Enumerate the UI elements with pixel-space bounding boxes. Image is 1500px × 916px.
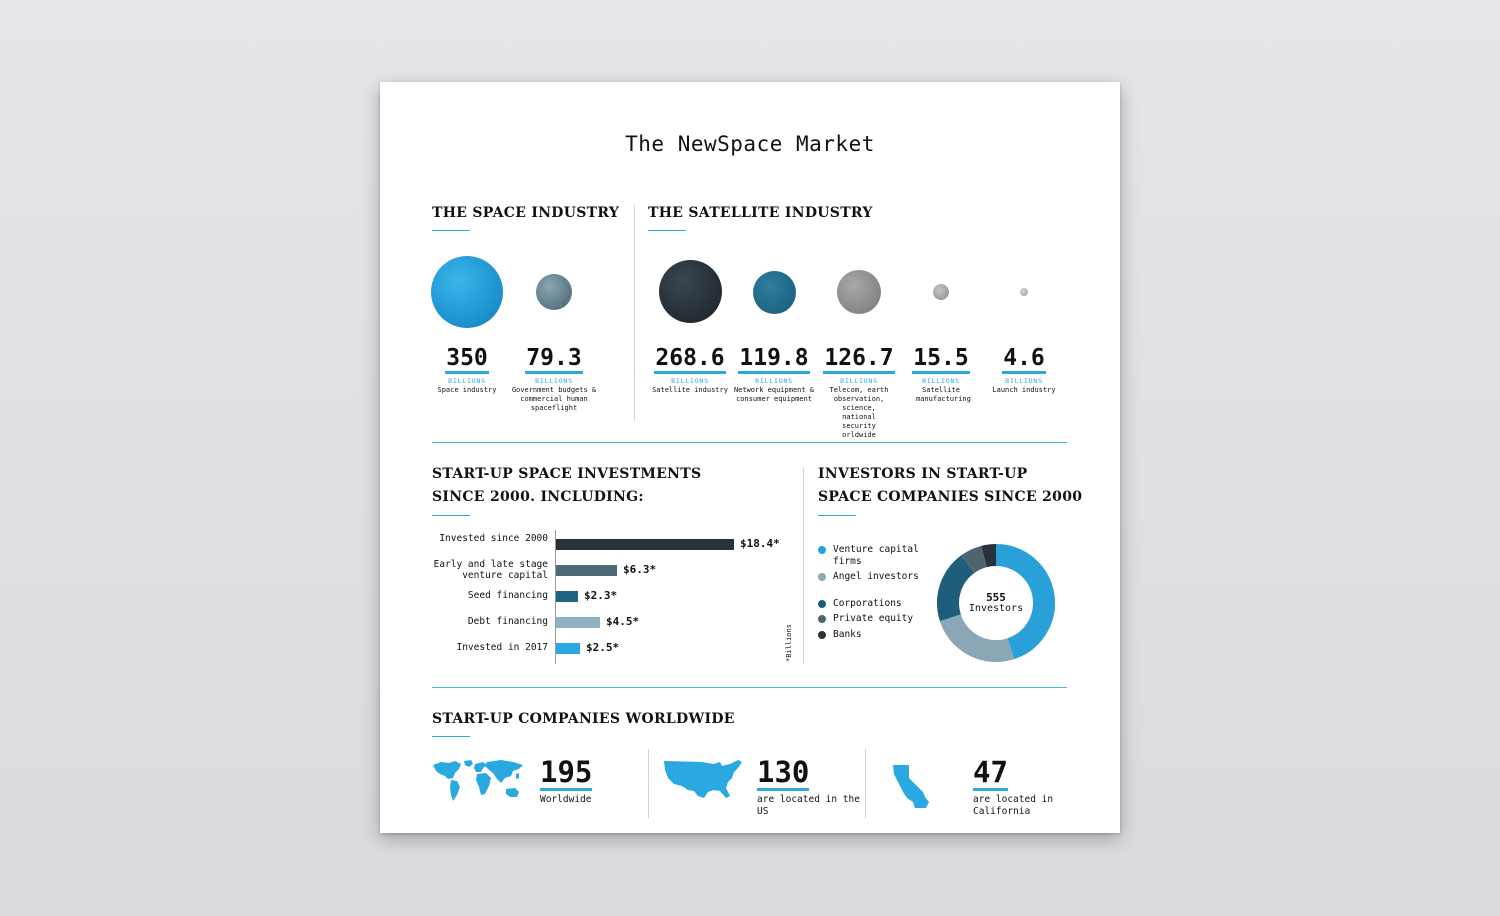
investments-heading bbox=[432, 463, 701, 509]
heading-underline bbox=[648, 230, 686, 231]
bar-label: Invested since 2000 bbox=[439, 533, 548, 544]
us-count-label: are located in the US bbox=[757, 794, 860, 817]
stat-value: 126.7 bbox=[823, 345, 894, 374]
stat-unit: BILLIONS bbox=[755, 377, 793, 385]
heading-underline bbox=[432, 230, 470, 231]
bar bbox=[556, 539, 734, 550]
donut-slice bbox=[950, 618, 1010, 651]
stat-label: Satellite manufacturing bbox=[916, 386, 971, 403]
column-divider bbox=[634, 205, 635, 420]
section-divider bbox=[432, 442, 1067, 443]
investors-heading-line2: SPACE COMPANIES SINCE 2000 bbox=[818, 489, 1083, 505]
billions-axis-note: *Billions bbox=[785, 624, 793, 662]
us-count: 130 bbox=[757, 755, 810, 789]
satellite-manufacturing-bubble bbox=[933, 284, 949, 300]
investments-heading-line1: START-UP SPACE INVESTMENTS bbox=[432, 466, 702, 482]
donut-slice bbox=[968, 557, 984, 565]
satellite-industry-bubble bbox=[659, 260, 722, 323]
stat-value: 268.6 bbox=[654, 345, 725, 374]
stat-label: Network equipment & consumer equipment bbox=[733, 386, 815, 403]
stat-government-budgets bbox=[509, 345, 599, 413]
donut-center bbox=[956, 592, 1036, 614]
stat-telecom bbox=[814, 345, 904, 440]
stat-network-equipment bbox=[729, 345, 819, 404]
bar-value-label: $4.5* bbox=[606, 615, 640, 628]
bar-value-label: $6.3* bbox=[623, 563, 657, 576]
stat-unit: BILLIONS bbox=[840, 377, 878, 385]
legend-swatch bbox=[818, 600, 826, 608]
investors-total-label: Investors bbox=[968, 603, 1024, 614]
investors-total: 555 bbox=[986, 591, 1006, 604]
space-industry-bubble bbox=[431, 256, 503, 328]
stat-satellite-industry bbox=[645, 345, 735, 395]
stat-label: Launch industry bbox=[992, 386, 1056, 394]
legend-label: Banks bbox=[833, 629, 862, 640]
stat-satellite-manufacturing bbox=[896, 345, 986, 404]
california-count: 47 bbox=[973, 755, 1008, 789]
section-divider bbox=[432, 687, 1067, 688]
stat-unit: BILLIONS bbox=[535, 377, 573, 385]
world-map-icon bbox=[431, 759, 527, 803]
stat-label: Telecom, earth observation, science, national security orldwide bbox=[829, 386, 889, 439]
infographic-sheet bbox=[380, 82, 1120, 833]
stat-value: 79.3 bbox=[525, 345, 582, 374]
stat-label: Government budgets & commercial human spaceflight bbox=[511, 386, 597, 412]
legend-swatch bbox=[818, 546, 826, 554]
stat-value: 15.5 bbox=[912, 345, 969, 374]
legend-label: Private equity bbox=[833, 613, 914, 624]
stat-space-industry bbox=[422, 345, 512, 395]
investments-heading-line2: SINCE 2000. INCLUDING: bbox=[432, 489, 644, 505]
investors-heading-line1: INVESTORS IN START-UP bbox=[818, 466, 1028, 482]
stat-label: Space industry bbox=[437, 386, 497, 394]
space-industry-heading: THE SPACE INDUSTRY bbox=[432, 205, 620, 221]
column-divider bbox=[648, 749, 649, 818]
stat-value: 4.6 bbox=[1002, 345, 1046, 374]
launch-industry-bubble bbox=[1020, 288, 1028, 296]
legend-swatch bbox=[818, 573, 826, 581]
bar bbox=[556, 565, 617, 576]
bar-label: Early and late stage venture capital bbox=[433, 559, 548, 581]
investors-heading bbox=[818, 463, 1082, 509]
legend-swatch bbox=[818, 631, 826, 639]
stat-value: 119.8 bbox=[738, 345, 809, 374]
satellite-industry-heading: THE SATELLITE INDUSTRY bbox=[648, 205, 873, 221]
stat-unit: BILLIONS bbox=[671, 377, 709, 385]
legend-label: Venture capital firms bbox=[833, 544, 919, 567]
bar bbox=[556, 617, 600, 628]
legend-label: Angel investors bbox=[833, 571, 919, 582]
heading-underline bbox=[818, 515, 856, 516]
bar-label: Debt financing bbox=[467, 616, 548, 627]
page-title: The NewSpace Market bbox=[625, 132, 875, 156]
stat-unit: BILLIONS bbox=[922, 377, 960, 385]
stat-value: 350 bbox=[445, 345, 489, 374]
heading-underline bbox=[432, 736, 470, 737]
bar-value-label: $18.4* bbox=[740, 537, 780, 550]
telecom-bubble bbox=[837, 270, 881, 314]
usa-map-icon bbox=[662, 758, 744, 800]
bar bbox=[556, 591, 578, 602]
column-divider bbox=[865, 749, 866, 818]
legend-label: Corporations bbox=[833, 598, 902, 609]
column-divider bbox=[803, 468, 804, 664]
bar-value-label: $2.3* bbox=[584, 589, 618, 602]
worldwide-count: 195 bbox=[540, 755, 593, 789]
legend-swatch bbox=[818, 615, 826, 623]
bar-label: Invested in 2017 bbox=[456, 642, 548, 653]
stat-unit: BILLIONS bbox=[448, 377, 486, 385]
stat-label: Satellite industry bbox=[652, 386, 728, 394]
worldwide-count-label: Worldwide bbox=[540, 794, 592, 805]
network-equipment-bubble bbox=[753, 271, 796, 314]
stat-unit: BILLIONS bbox=[1005, 377, 1043, 385]
donut-slice bbox=[984, 555, 996, 557]
bar bbox=[556, 643, 580, 654]
heading-underline bbox=[432, 515, 470, 516]
stat-launch-industry bbox=[979, 345, 1069, 395]
bar-label: Seed financing bbox=[467, 590, 548, 601]
worldwide-heading: START-UP COMPANIES WORLDWIDE bbox=[432, 711, 735, 727]
government-budgets-bubble bbox=[536, 274, 572, 310]
california-count-label: are located in California bbox=[973, 794, 1054, 817]
bar-value-label: $2.5* bbox=[586, 641, 620, 654]
california-map-icon bbox=[891, 764, 933, 810]
